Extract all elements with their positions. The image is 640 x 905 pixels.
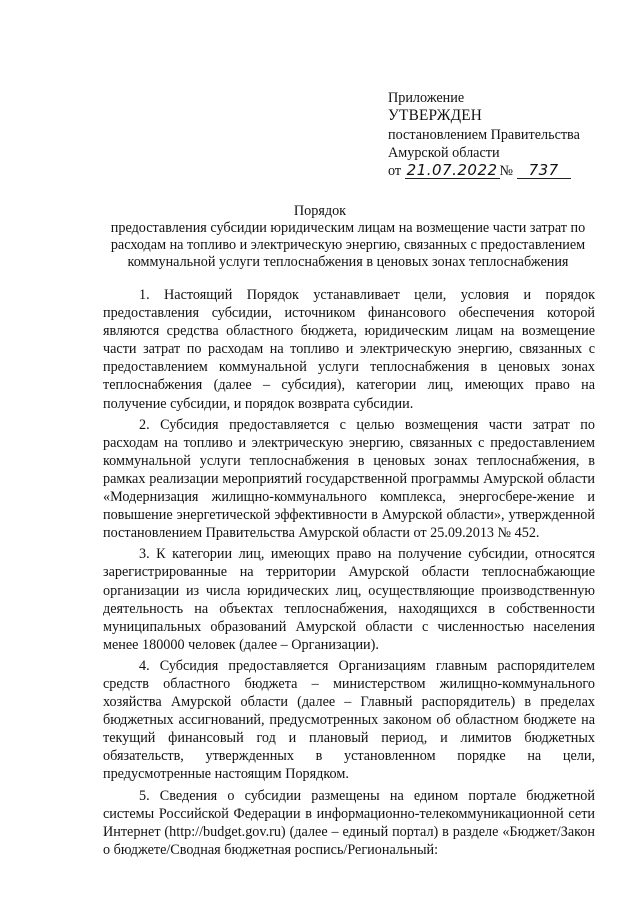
document-title: Порядок <box>293 203 347 219</box>
approval-block <box>388 89 580 180</box>
date-prefix: от <box>388 163 402 180</box>
paragraph-4: 4. Субсидия предоставляется Организациям главным распорядителем средств областного бюджета – министерством жилищно-коммунального хозяйства Амурской области (далее – Главный распорядитель) в пределах бюджетных ассигнований, предусмотренных законом об областном бюджете на текущий финансовый год и плановый период, и лимитов бюджетных обязательств, утвержденных в установленном порядке на цели, предусмотренные настоящим Порядком. <box>103 657 595 783</box>
paragraph-1: 1. Настоящий Порядок устанавливает цели, условия и порядок предоставления субсидии, источником финансового обеспечения которой являются средства областного бюджета, юридическим лицам на возмещение части затрат по расходам на топливо и электрическую энергию, связанных с предоставлением коммунальной услуги теплоснабжения в ценовых зонах теплоснабжения (далее – субсидия), категории лиц, имеющих право на получение субсидии, и порядок возврата субсидии. <box>103 287 595 412</box>
handwritten-date: 21.07.2022 <box>406 161 498 180</box>
handwritten-number: 737 <box>517 162 571 179</box>
number-prefix: № <box>499 163 514 180</box>
date-number-line <box>388 162 580 180</box>
approved-label: УТВЕРЖДЕН <box>388 107 483 125</box>
document-body <box>103 286 595 862</box>
paragraph-2: 2. Субсидия предоставляется с целью возмещения части затрат по расходам на топливо и электрическую энергию, связанных с предоставлением коммунальной услуги теплоснабжения в ценовых зонах теплоснабжения, в рамках реализации мероприятий государственной программы Амурской области «Модернизация жилищно-коммунального комплекса, энергосбере-жение и повышение энергетической эффективности в Амурской области», утвержденной постановлением Правительства Амурской области от 25.09.2013 № 452. <box>103 416 595 542</box>
document-subtitle: предоставления субсидии юридическим лицам на возмещение части затрат по расходам на топливо и электрическую энергию, связанных с предоставлением коммунальной услуги теплоснабжения в ценовых зонах теплоснабжения <box>110 220 586 271</box>
resolution-label: постановлением Правительства <box>388 126 580 143</box>
region-label: Амурской области <box>388 144 500 161</box>
paragraph-5: 5. Сведения о субсидии размещены на едином портале бюджетной системы Российской Федерации в информационно-телекоммуникационной сети Интернет (http://budget.gov.ru) (далее – единый портал) в разделе «Бюджет/Закон о бюджете/Сводная бюджетная роспись/Региональный: <box>103 787 595 858</box>
paragraph-3: 3. К категории лиц, имеющих право на получение субсидии, относятся зарегистрированные на территории Амурской области теплоснабжающие организации из числа юридических лиц, осуществляющие производственную деятельность на объектах теплоснабжения, находящихся в собственности муниципальных образований Амурской области с численностью населения менее 180000 человек (далее – Организации). <box>103 546 595 653</box>
appendix-label: Приложение <box>388 90 465 106</box>
